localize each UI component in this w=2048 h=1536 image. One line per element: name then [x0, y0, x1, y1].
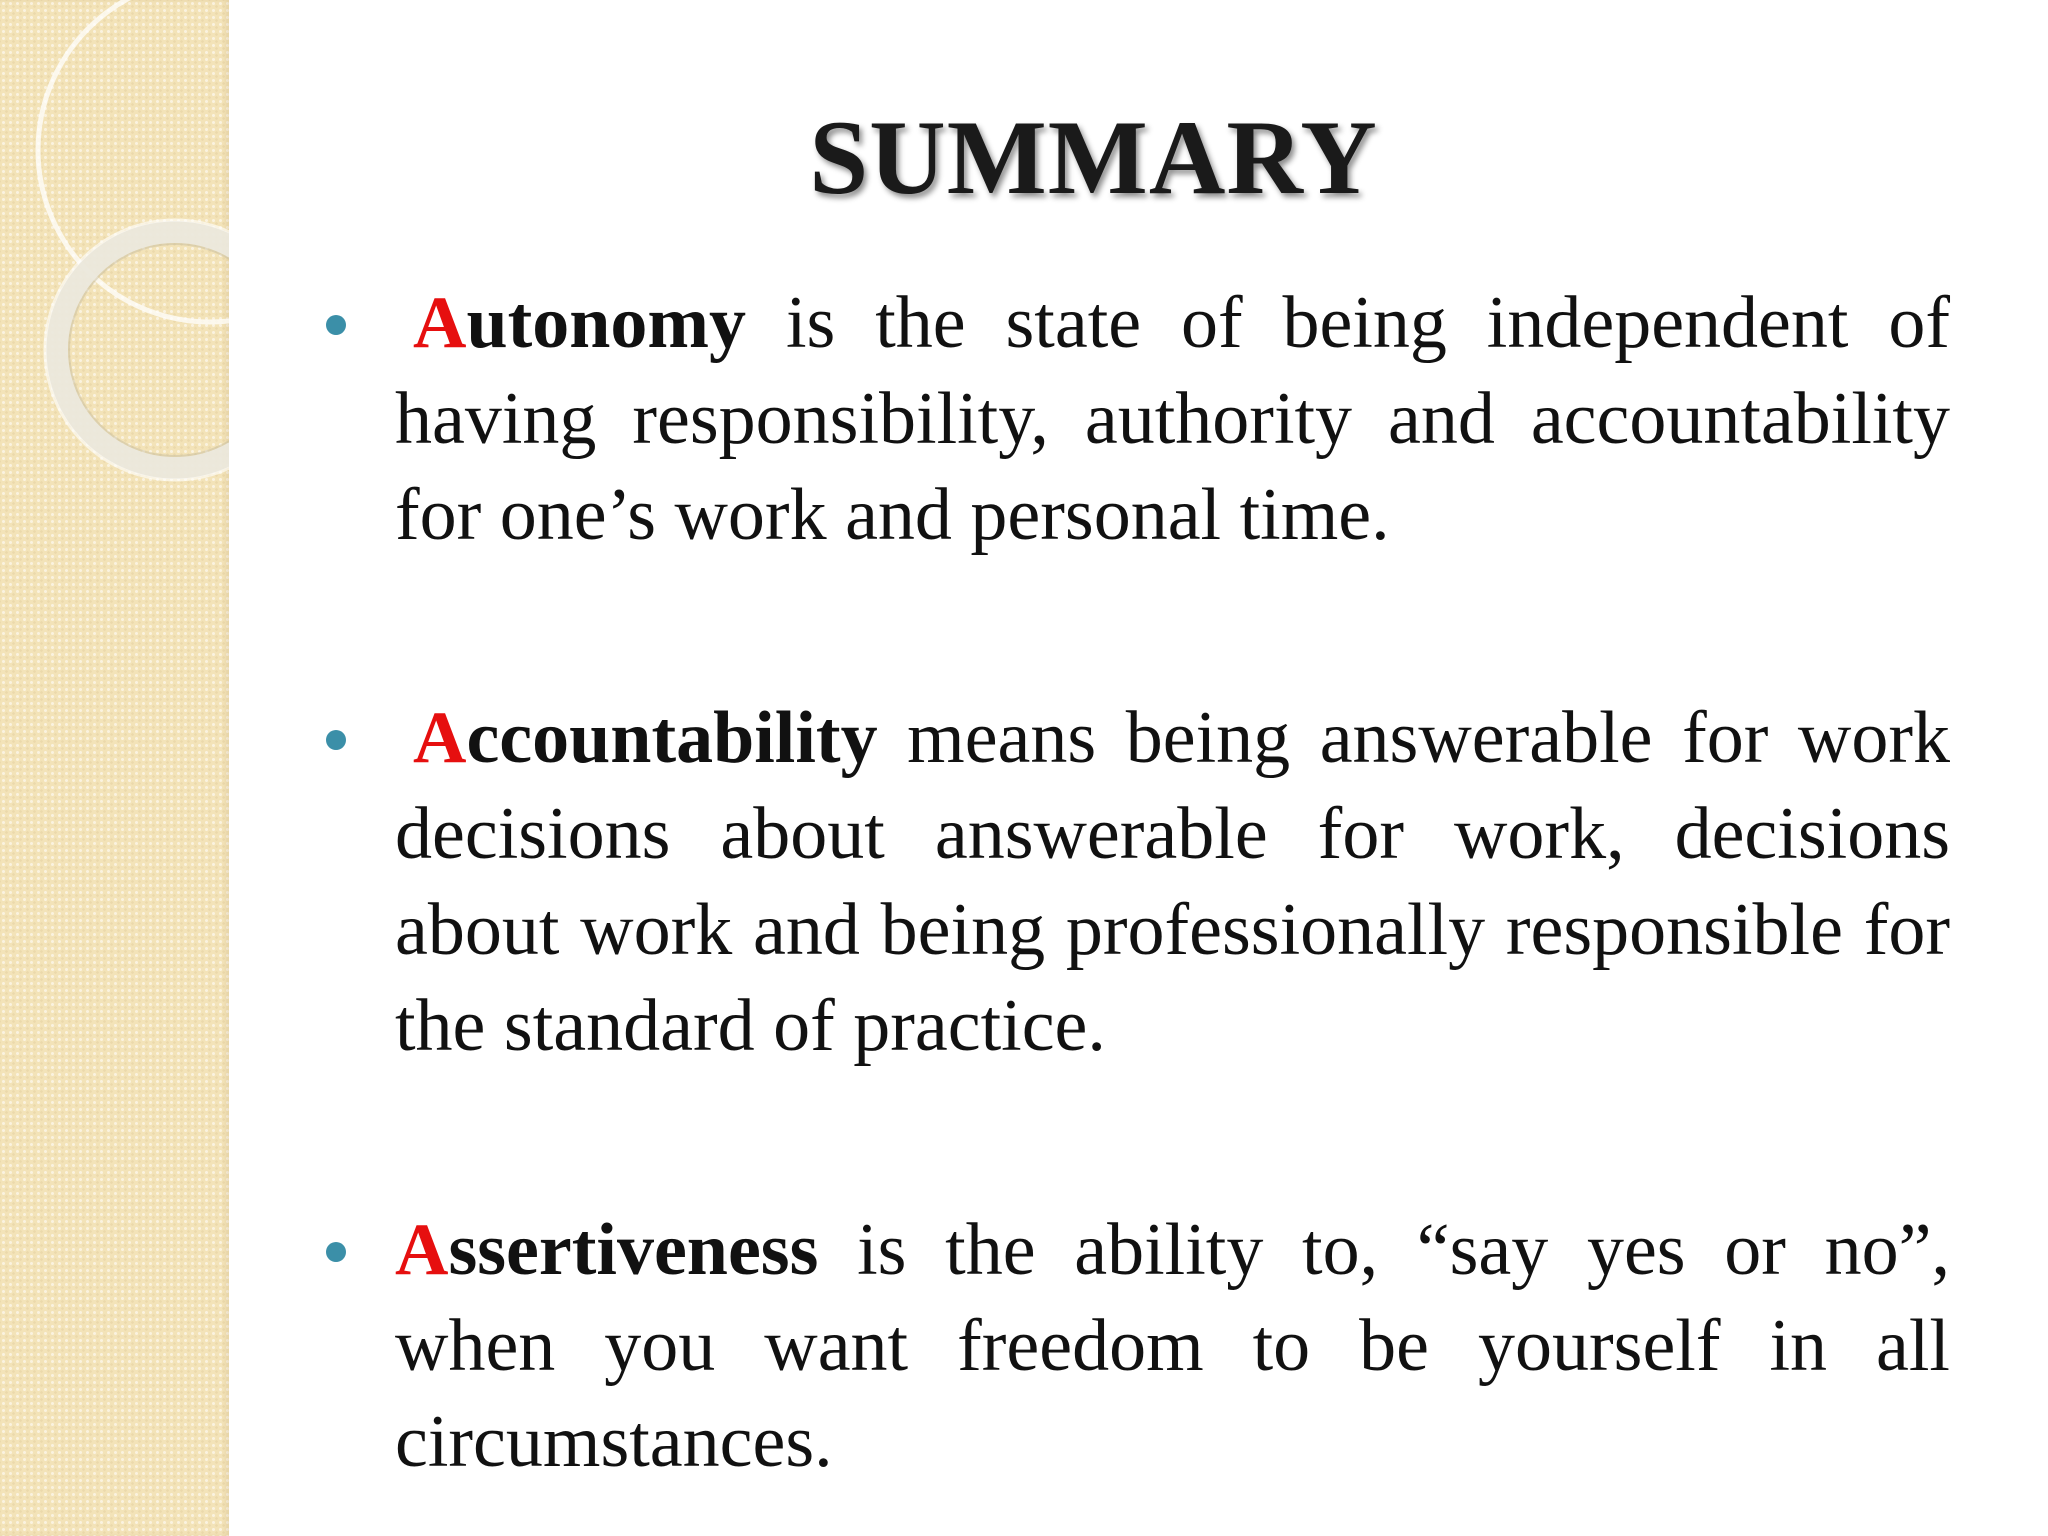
bullet-point-icon	[326, 730, 346, 750]
term-rest: ccountability	[466, 697, 878, 779]
bullet-point-icon	[326, 315, 346, 335]
term-accountability	[413, 697, 878, 779]
slide-title: SUMMARY	[809, 99, 1378, 216]
term-initial: A	[413, 697, 467, 779]
term-initial: A	[413, 282, 467, 364]
decorative-side-band	[0, 0, 229, 1536]
term-rest: utonomy	[466, 282, 747, 364]
term-initial: A	[395, 1209, 449, 1291]
slide-content	[229, 0, 2048, 1536]
bullet-autonomy	[395, 275, 1950, 563]
bullet-text: is the state of being independent of having responsibility, authority and accountability for one’s work and personal time.	[395, 282, 1950, 556]
term-autonomy	[413, 282, 746, 364]
term-assertiveness	[395, 1209, 818, 1291]
bullet-accountability	[395, 690, 1950, 1074]
bullet-assertiveness	[395, 1202, 1950, 1490]
bullet-point-icon	[326, 1242, 346, 1262]
decorative-circles	[0, 0, 229, 520]
bullet-text: means being answerable for work decisions about answerable for work, decisions about work and being professionally responsible for the standard of practice.	[395, 697, 1950, 1067]
bullet-text: is the ability to, “say yes or no”, when you want freedom to be yourself in all circumstances.	[395, 1209, 1950, 1483]
term-rest: ssertiveness	[448, 1209, 819, 1291]
